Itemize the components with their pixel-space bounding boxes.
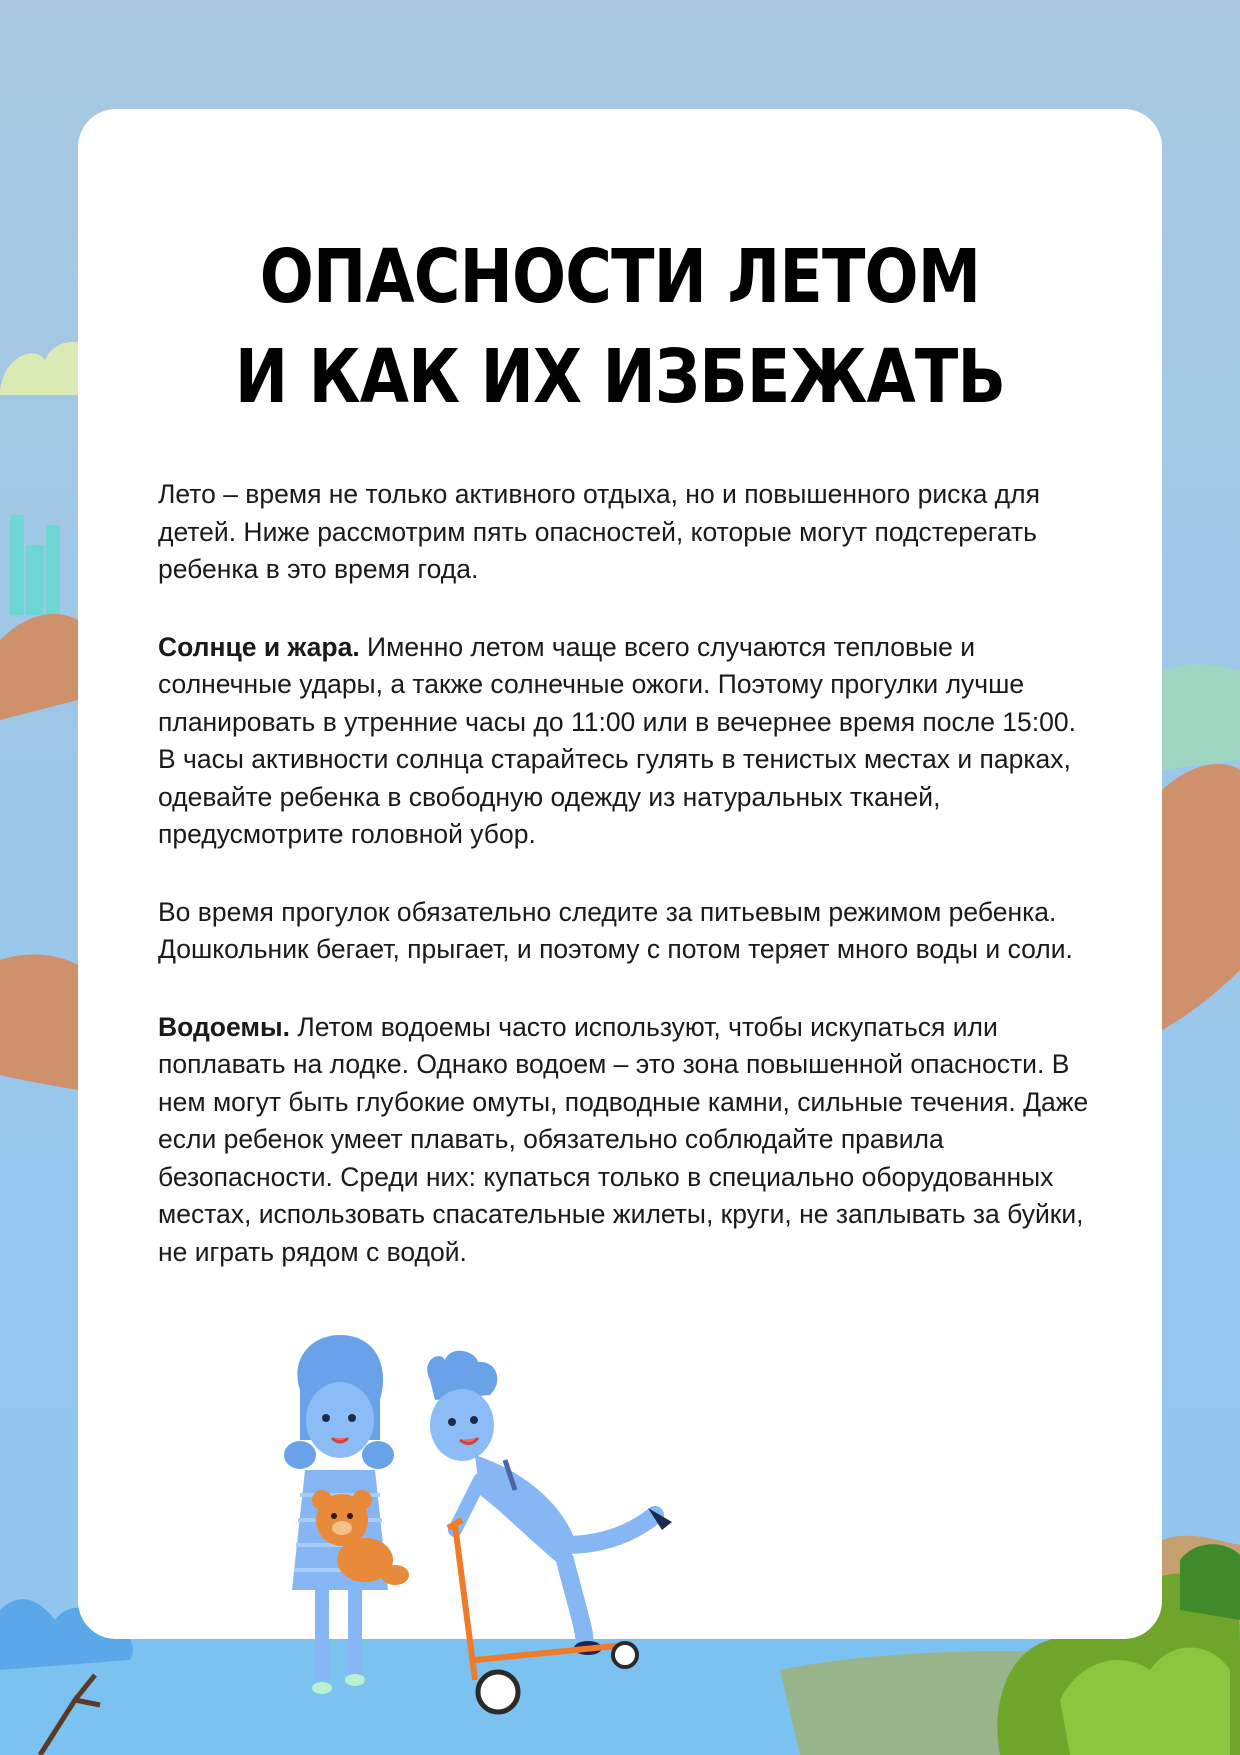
paragraph-text: Лето – время не только активного отдыха, но и повышенного риска для детей. Ниже рассмотрим пять опасностей, которые могут подстерегать ребенка в это время года. <box>158 479 1040 584</box>
title-line-2: И КАК ИХ ИЗБЕЖАТЬ <box>234 334 1006 420</box>
paragraph-text: Летом водоемы часто используют, чтобы искупаться или поплавать на лодке. Однако водоем – это зона повышенной опасности. В нем могут быть глубокие омуты, подводные камни, сильные течения. Даже если ребенок умеет плавать, обязательно соблюдайте правила безопасности. Среди них: купаться только в специально оборудованных местах, использовать спасательные жилеты, круги, не заплывать за буйки, не играть рядом с водой. <box>158 1011 1089 1267</box>
title-line-1: ОПАСНОСТИ ЛЕТОМ <box>259 234 981 320</box>
scooter-back-wheel <box>613 1643 637 1667</box>
paragraph-lead: Водоемы. <box>158 1011 290 1042</box>
paragraph-text: Именно летом чаще всего случаются тепловые и солнечные удары, а также солнечные ожоги. Поэтому прогулки лучше планировать в утренние часы до 11:00 или в вечернее время после 15:00. В часы активности солнца старайтесь гулять в тенистых местах и парках, одевайте ребенка в свободную одежду из натуральных тканей, предусмотрите головной убор. <box>158 631 1076 849</box>
paragraph-text: Во время прогулок обязательно следите за питьевым режимом ребенка. Дошкольник бегает, прыгает, и поэтому с потом теряет много воды и соли. <box>158 896 1073 964</box>
paragraph-lead: Солнце и жара. <box>158 631 360 662</box>
scooter-front-wheel <box>478 1672 518 1712</box>
